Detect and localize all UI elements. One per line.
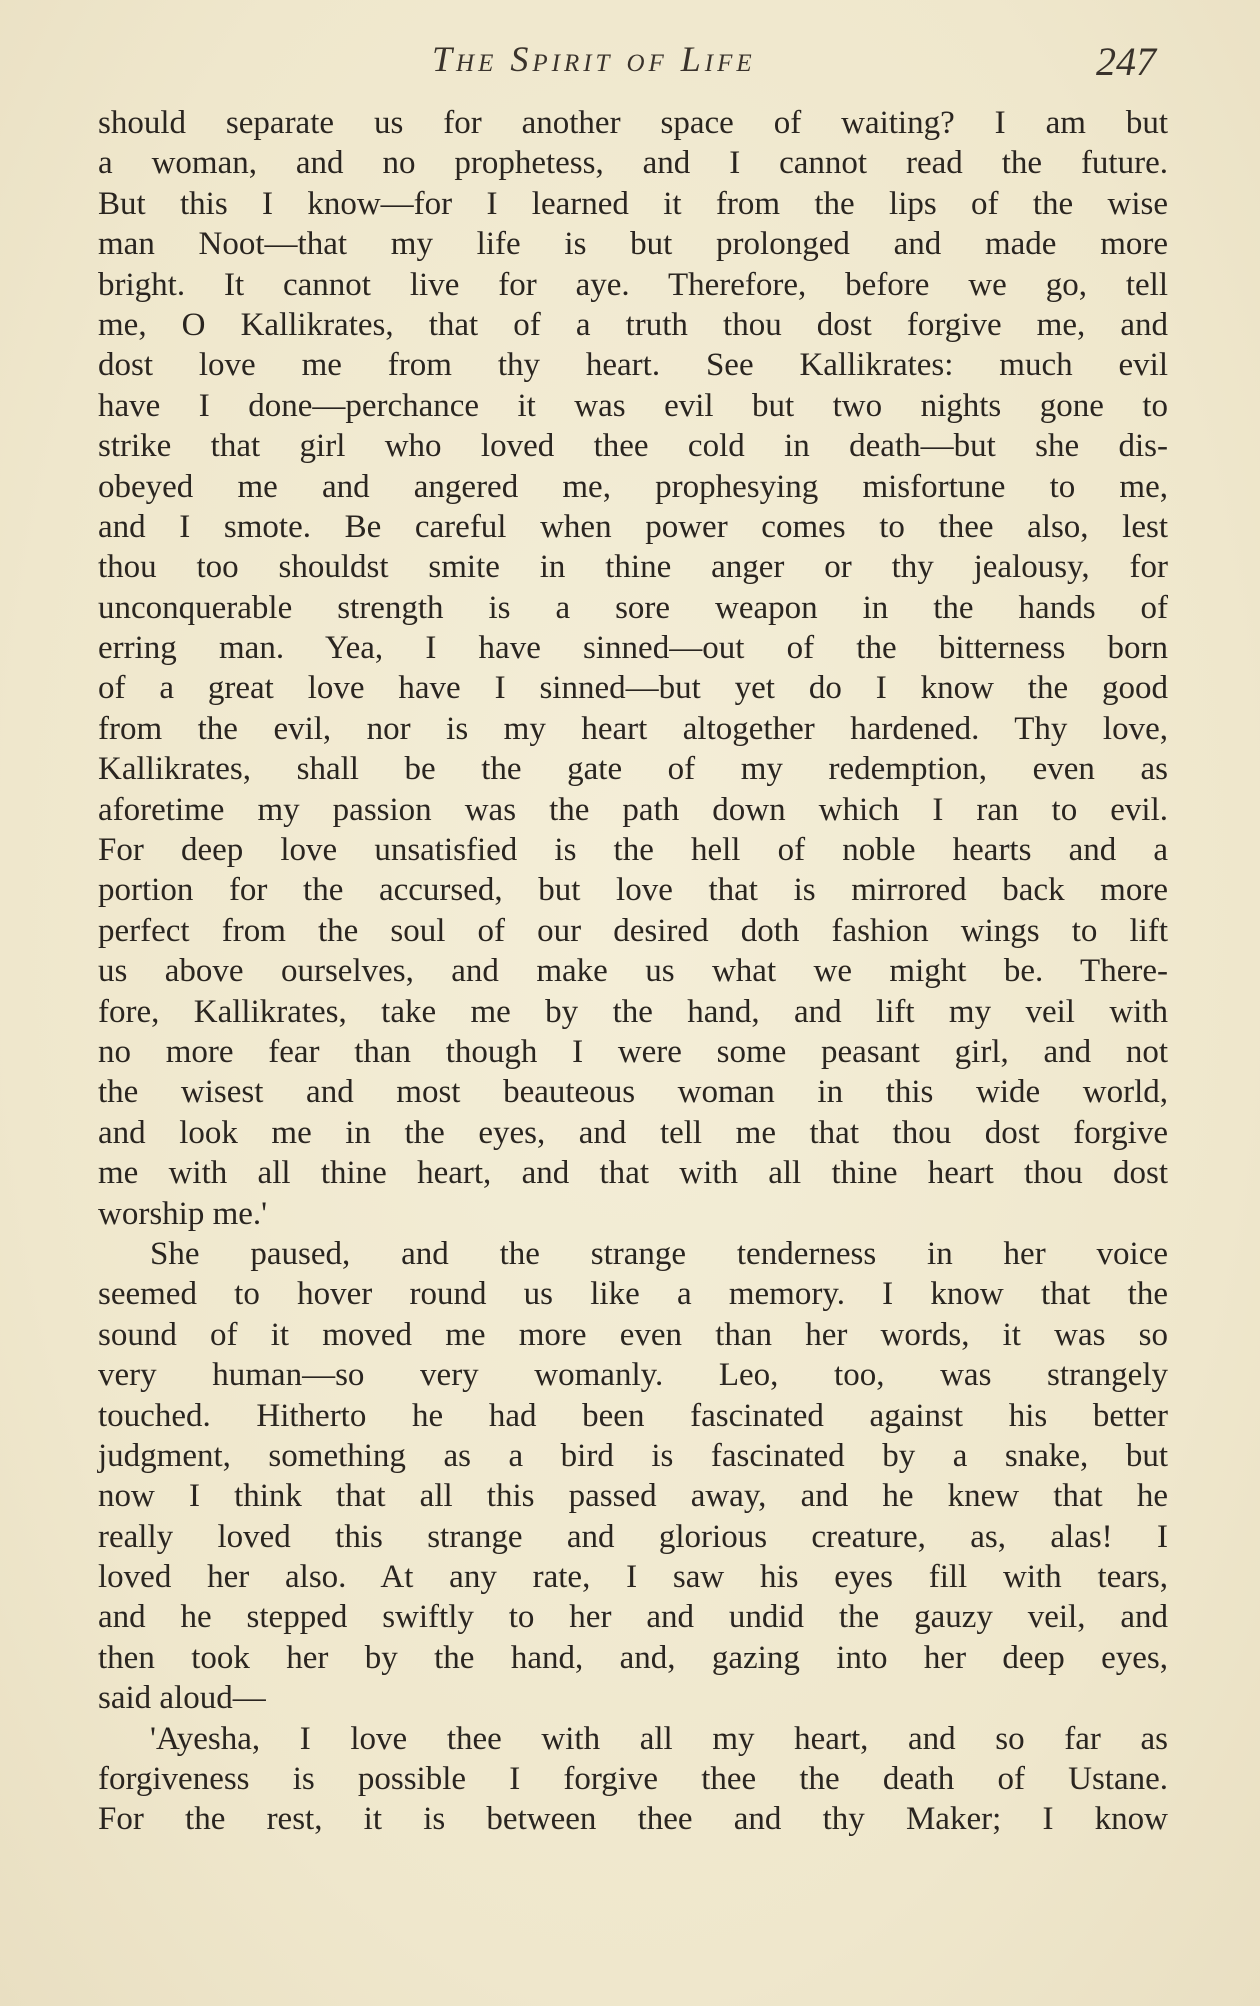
text-line: touched. Hitherto he had been fascinated against his better xyxy=(98,1397,1168,1434)
text-line: and look me in the eyes, and tell me that thou dost forgive xyxy=(98,1114,1168,1151)
text-line: For deep love unsatisfied is the hell of noble hearts and a xyxy=(98,832,1168,869)
text-line: have I done—perchance it was evil but two nights gone to xyxy=(98,387,1168,424)
text-line: But this I know—for I learned it from the lips of the wise xyxy=(98,185,1168,222)
text-line: the wisest and most beauteous woman in this wide world, xyxy=(98,1074,1168,1111)
text-line: strike that girl who loved thee cold in death—but she dis- xyxy=(98,428,1168,465)
text-line: should separate us for another space of waiting? I am but xyxy=(98,105,1168,141)
page-number: 247 xyxy=(1096,39,1156,84)
text-line: obeyed me and angered me, prophesying misfortune to me, xyxy=(98,468,1168,505)
text-line: and he stepped swiftly to her and undid the gauzy veil, and xyxy=(98,1599,1168,1636)
text-line: then took her by the hand, and, gazing into her deep eyes, xyxy=(98,1639,1168,1676)
text-line: perfect from the soul of our desired doth fashion wings to lift xyxy=(98,912,1168,949)
text-line: us above ourselves, and make us what we might be. There- xyxy=(98,953,1168,990)
text-line: sound of it moved me more even than her words, it was so xyxy=(98,1316,1168,1353)
running-head xyxy=(0,30,1260,90)
running-title: The Spirit of Life xyxy=(432,39,756,79)
text-line: For the rest, it is between thee and thy Maker; I know xyxy=(98,1801,1168,1838)
text-line: judgment, something as a bird is fascinated by a snake, but xyxy=(98,1437,1168,1474)
text-line: and I smote. Be careful when power comes to thee also, lest xyxy=(98,508,1168,545)
text-line: 'Ayesha, I love thee with all my heart, and so far as xyxy=(150,1720,1168,1757)
text-line: said aloud— xyxy=(98,1680,266,1717)
text-line: very human—so very womanly. Leo, too, was strangely xyxy=(98,1357,1168,1394)
text-line: unconquerable strength is a sore weapon in the hands of xyxy=(98,589,1168,626)
text-line: really loved this strange and glorious creature, as, alas! I xyxy=(98,1518,1168,1555)
text-line: forgiveness is possible I forgive thee the death of Ustane. xyxy=(98,1761,1168,1798)
text-line: She paused, and the strange tenderness in her voice xyxy=(150,1235,1168,1272)
text-line: from the evil, nor is my heart altogether hardened. Thy love, xyxy=(98,710,1168,747)
text-line: no more fear than though I were some peasant girl, and not xyxy=(98,1033,1168,1070)
text-line: fore, Kallikrates, take me by the hand, and lift my veil with xyxy=(98,993,1168,1030)
text-line: portion for the accursed, but love that is mirrored back more xyxy=(98,872,1168,909)
text-line: loved her also. At any rate, I saw his eyes fill with tears, xyxy=(98,1559,1168,1596)
text-line: a woman, and no prophetess, and I cannot read the future. xyxy=(98,145,1168,182)
text-line: worship me.' xyxy=(98,1195,268,1232)
body-text xyxy=(98,103,1168,1840)
text-line: of a great love have I sinned—but yet do I know the good xyxy=(98,670,1168,707)
text-line: aforetime my passion was the path down which I ran to evil. xyxy=(98,791,1168,828)
text-line: me, O Kallikrates, that of a truth thou dost forgive me, and xyxy=(98,306,1168,343)
text-line: bright. It cannot live for aye. Therefore, before we go, tell xyxy=(98,266,1168,303)
text-line: me with all thine heart, and that with all thine heart thou dost xyxy=(98,1155,1168,1192)
text-line: thou too shouldst smite in thine anger or thy jealousy, for xyxy=(98,549,1168,586)
text-line: seemed to hover round us like a memory. I know that the xyxy=(98,1276,1168,1313)
text-line: now I think that all this passed away, and he knew that he xyxy=(98,1478,1168,1515)
text-line: man Noot—that my life is but prolonged and made more xyxy=(98,226,1168,263)
text-line: dost love me from thy heart. See Kallikrates: much evil xyxy=(98,347,1168,384)
text-line: Kallikrates, shall be the gate of my redemption, even as xyxy=(98,751,1168,788)
text-line: erring man. Yea, I have sinned—out of the bitterness born xyxy=(98,630,1168,667)
